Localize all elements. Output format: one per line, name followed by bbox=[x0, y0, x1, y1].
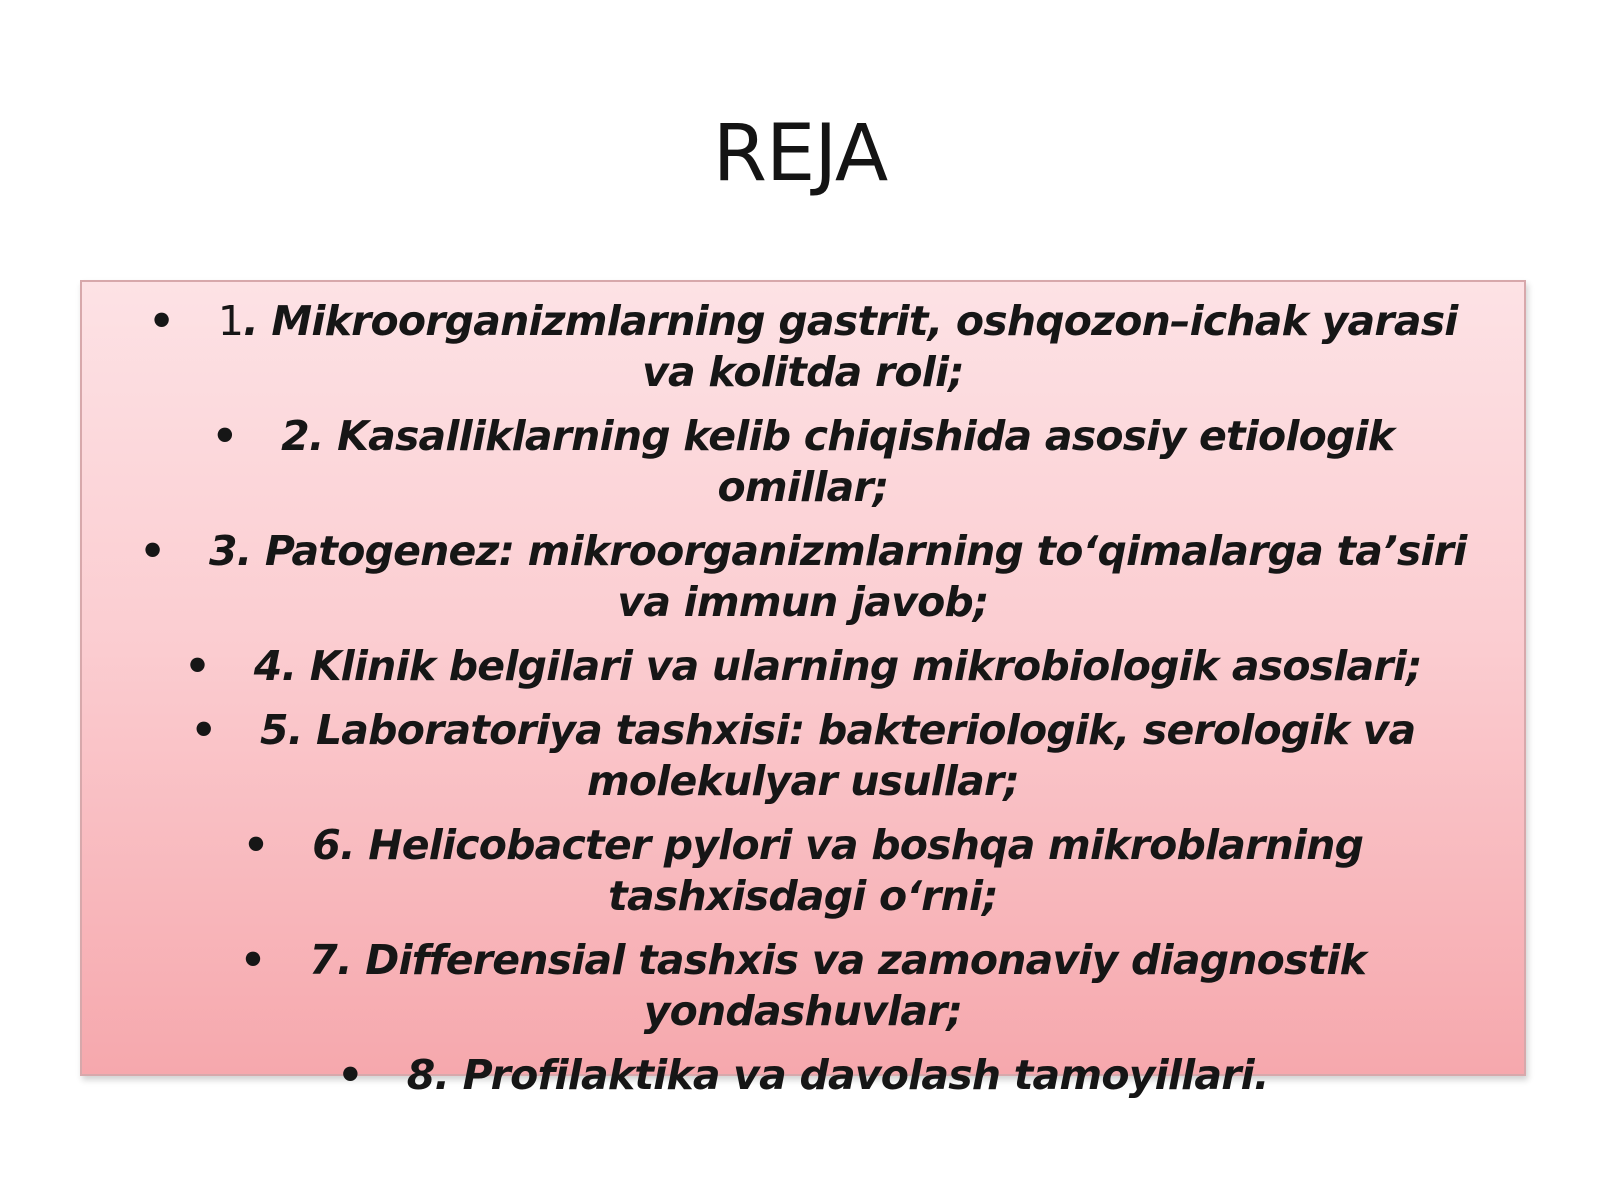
plan-item-text: 2. Kasalliklarning kelib chiqishida asosiy etiologik omillar; bbox=[281, 412, 1395, 511]
plan-item-text: 6. Helicobacter pylori va boshqa mikroblarning tashxisdagi o‘rni; bbox=[312, 821, 1364, 920]
plan-item-5 bbox=[122, 705, 1484, 807]
plan-item-2 bbox=[122, 411, 1484, 513]
plan-item-1 bbox=[122, 296, 1484, 398]
bullet-icon: • bbox=[211, 412, 238, 460]
plan-item-text: . Mikroorganizmlarning gastrit, oshqozon–ichak yarasi va kolitda roli; bbox=[243, 297, 1458, 396]
plan-item-number: 1 bbox=[217, 297, 244, 345]
bullet-icon: • bbox=[139, 527, 165, 575]
bullet-icon: • bbox=[184, 642, 210, 690]
bullet-icon: • bbox=[148, 297, 174, 345]
plan-item-text: 7. Differensial tashxis va zamonaviy diagnostik yondashuvlar; bbox=[309, 936, 1367, 1035]
plan-list bbox=[82, 282, 1524, 1101]
slide-title: REJA bbox=[712, 109, 888, 199]
bullet-icon: • bbox=[337, 1051, 363, 1099]
plan-item-4 bbox=[122, 641, 1484, 692]
plan-item-text: 4. Klinik belgilari va ularning mikrobiologik asoslari; bbox=[253, 642, 1422, 690]
bullet-icon: • bbox=[239, 936, 266, 984]
plan-box bbox=[80, 280, 1526, 1099]
plan-item-text: 3. Patogenez: mikroorganizmlarning to‘qimalarga ta’siri va immun javob; bbox=[208, 527, 1467, 626]
bullet-icon: • bbox=[242, 821, 269, 869]
plan-item-text: 8. Profilaktika va davolash tamoyillari. bbox=[406, 1051, 1269, 1099]
plan-item-7 bbox=[122, 935, 1484, 1037]
plan-item-text: 5. Laboratoriya tashxisi: bakteriologik, serologik va molekulyar usullar; bbox=[260, 706, 1416, 805]
bullet-icon: • bbox=[190, 706, 216, 754]
plan-item-3 bbox=[122, 526, 1484, 628]
plan-item-6 bbox=[122, 820, 1484, 922]
plan-item-8 bbox=[122, 1050, 1484, 1101]
